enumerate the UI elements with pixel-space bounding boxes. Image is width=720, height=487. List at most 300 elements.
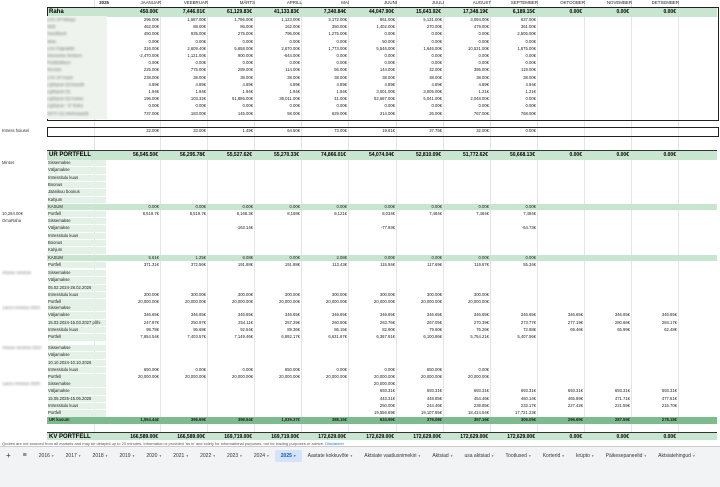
raha-cell[interactable]: 1,786.00€: [234, 17, 253, 22]
value-cell[interactable]: 0.00€: [336, 203, 347, 209]
value-cell[interactable]: 238.85€: [473, 402, 489, 408]
raha-cell[interactable]: 1,587.00€: [187, 17, 206, 22]
raha-cell[interactable]: 1.94€: [242, 89, 253, 94]
raha-account-row[interactable]: [0, 17, 720, 23]
raha-cell[interactable]: 900.00€: [237, 53, 253, 58]
value-cell[interactable]: 280.66€: [614, 319, 630, 325]
value-cell[interactable]: 247.87€: [143, 319, 159, 325]
raha-cell[interactable]: 0.00€: [336, 60, 347, 66]
raha-cell[interactable]: 1,121.00€: [187, 53, 206, 58]
ur-kasum-cell[interactable]: 367.16€: [473, 417, 489, 422]
raha-cell[interactable]: 2,505.00€: [517, 31, 536, 37]
value-cell[interactable]: 82.90€: [382, 326, 395, 332]
raha-cell[interactable]: 0.00€: [431, 53, 442, 58]
chevron-down-icon[interactable]: ▾: [562, 454, 564, 458]
value-cell[interactable]: 693.31€: [661, 388, 677, 394]
value-cell[interactable]: 346.65€: [614, 312, 630, 318]
ur-vals-cell-10[interactable]: 0.00€: [616, 152, 629, 158]
intress-cell[interactable]: 37.75€: [429, 128, 442, 133]
value-cell[interactable]: 0.00€: [478, 203, 489, 209]
value-cell[interactable]: 20,000.00€: [185, 299, 206, 305]
value-cell[interactable]: 72.88€: [523, 326, 536, 332]
raha-cell[interactable]: 26.00€: [429, 110, 442, 116]
value-cell[interactable]: 20,000.00€: [468, 299, 489, 305]
kv-vals-cell-5[interactable]: 172,629.00€: [366, 434, 394, 440]
raha-cell[interactable]: 4.89€: [431, 81, 442, 87]
raha-account-row[interactable]: [0, 67, 720, 73]
raha-cell[interactable]: 3,172.00€: [328, 17, 347, 22]
value-cell[interactable]: 20,000.00€: [374, 299, 395, 305]
value-cell[interactable]: 7,484€: [476, 211, 489, 217]
raha-cell[interactable]: 4.89€: [195, 81, 206, 87]
value-cell[interactable]: 346.65€: [331, 312, 347, 318]
value-cell[interactable]: 693.31€: [567, 388, 583, 394]
raha-cell[interactable]: 0.00€: [148, 60, 159, 66]
value-cell[interactable]: 300.00€: [331, 291, 347, 297]
ur-vals-cell-2[interactable]: 55,527.62€: [226, 152, 252, 158]
raha-cell[interactable]: 145.00€: [237, 110, 253, 116]
raha-cell[interactable]: 0.00€: [289, 60, 300, 66]
value-cell[interactable]: 221.59€: [614, 402, 630, 408]
chevron-down-icon[interactable]: ▾: [240, 454, 242, 458]
raha-cell[interactable]: 4.89€: [478, 81, 489, 87]
raha-vals-cell-7[interactable]: 17,348.19€: [462, 9, 488, 15]
value-cell[interactable]: 0.00€: [148, 203, 159, 209]
raha-cell[interactable]: 38.00€: [429, 74, 442, 80]
raha-cell[interactable]: 0.00€: [525, 38, 536, 44]
raha-cell[interactable]: 225.00€: [143, 67, 159, 73]
kv-portfell-header-row[interactable]: [47, 432, 717, 440]
value-cell[interactable]: 0.00€: [336, 366, 347, 372]
value-cell[interactable]: 89.36€: [287, 326, 300, 332]
block4-row[interactable]: [0, 327, 720, 333]
raha-cell[interactable]: 38.00€: [382, 74, 395, 80]
sheet-tab-2019[interactable]: [113, 450, 140, 462]
raha-cell[interactable]: 1,402.00€: [376, 24, 395, 30]
block4-row[interactable]: [0, 312, 720, 318]
raha-cell[interactable]: 0.00€: [478, 31, 489, 37]
value-cell[interactable]: 0.00€: [384, 203, 395, 209]
ur-vals-cell-7[interactable]: 51,772.62€: [462, 152, 488, 158]
raha-cell[interactable]: 935.00€: [190, 31, 206, 37]
raha-cell[interactable]: 5,131.00€: [423, 17, 442, 22]
value-cell[interactable]: 0.00€: [431, 254, 442, 260]
block-row[interactable]: [0, 160, 720, 166]
value-cell[interactable]: 346.65€: [661, 312, 677, 318]
kv-vals-cell-8[interactable]: 172,629.00€: [507, 434, 535, 440]
value-cell[interactable]: 6,892.17€: [281, 334, 300, 340]
intress-cell[interactable]: 33.00€: [193, 128, 206, 133]
raha-cell[interactable]: 0.00€: [195, 103, 206, 109]
chevron-down-icon[interactable]: ▾: [132, 454, 135, 458]
value-cell[interactable]: 86.15€: [334, 326, 347, 332]
value-cell[interactable]: 0.00€: [242, 203, 253, 209]
value-cell[interactable]: 8,519.7€: [142, 211, 159, 217]
block-row[interactable]: [0, 233, 720, 239]
raha-cell[interactable]: 0.00€: [336, 38, 347, 44]
value-cell[interactable]: 650.00€: [426, 366, 442, 372]
value-cell[interactable]: 20,000.00€: [232, 374, 253, 380]
raha-cell[interactable]: 38.00€: [523, 74, 536, 80]
raha-cell[interactable]: 196.00€: [143, 96, 159, 102]
sheet-tab-aastate-kokkuvõte[interactable]: [302, 450, 359, 462]
value-cell[interactable]: -77.93€: [380, 225, 395, 231]
value-cell[interactable]: 7,149.46€: [234, 334, 253, 340]
value-cell[interactable]: 0.00€: [289, 254, 300, 260]
value-cell[interactable]: 0.00€: [431, 203, 442, 209]
value-cell[interactable]: 300.00€: [379, 291, 395, 297]
value-cell[interactable]: 20,000.00€: [279, 299, 300, 305]
intress-row[interactable]: [0, 128, 720, 134]
raha-cell[interactable]: 0.00€: [384, 53, 395, 58]
raha-account-row[interactable]: [0, 75, 720, 81]
ur-vals-cell-8[interactable]: 50,668.13€: [509, 152, 535, 158]
raha-cell[interactable]: 52,687.00€: [374, 96, 395, 102]
raha-account-row[interactable]: [0, 82, 720, 88]
value-cell[interactable]: 6,100.86€: [423, 334, 442, 340]
block3-row[interactable]: [0, 292, 720, 298]
block-row[interactable]: [0, 189, 720, 195]
value-cell[interactable]: 69.46€: [570, 326, 583, 332]
raha-cell[interactable]: 238.00€: [143, 74, 159, 80]
value-cell[interactable]: 346.65€: [379, 312, 395, 318]
raha-cell[interactable]: 0.00€: [289, 38, 300, 44]
mintos-kasum-row[interactable]: [47, 204, 717, 210]
block-row[interactable]: [0, 218, 720, 224]
value-cell[interactable]: 62.48€: [664, 326, 677, 332]
value-cell[interactable]: 371.31€: [143, 261, 159, 267]
value-cell[interactable]: 346.65€: [237, 312, 253, 318]
sheet-tab-päikesepaneelid[interactable]: [600, 450, 652, 462]
ur-vals-cell-4[interactable]: 74,866.01€: [320, 152, 346, 158]
ur-vals-cell-1[interactable]: 56,295.78€: [179, 152, 205, 158]
value-cell[interactable]: 273.77€: [520, 319, 536, 325]
value-cell[interactable]: 244.46€: [426, 402, 442, 408]
raha-cell[interactable]: 0.00€: [384, 60, 395, 66]
raha-cell[interactable]: 0.00€: [148, 38, 159, 44]
raha-cell[interactable]: 1.94€: [195, 89, 206, 94]
intress-cell[interactable]: 32.00€: [476, 128, 489, 133]
ur-portfell-header-row[interactable]: [47, 150, 717, 160]
ur-kasum-cell[interactable]: 1,054.44€: [140, 417, 159, 422]
value-cell[interactable]: 267.05€: [426, 319, 442, 325]
raha-cell[interactable]: 861.00€: [379, 17, 395, 22]
value-cell[interactable]: 346.65€: [190, 312, 206, 318]
raha-cell[interactable]: 88.00€: [193, 24, 206, 30]
chevron-down-icon[interactable]: ▾: [105, 454, 108, 458]
raha-vals-cell-3[interactable]: 41,133.83€: [273, 9, 299, 15]
raha-vals-cell-5[interactable]: 44,047.90€: [368, 9, 394, 15]
raha-cell[interactable]: 32.00€: [429, 67, 442, 73]
intress-cell[interactable]: 1.49€: [242, 128, 253, 133]
value-cell[interactable]: 17,721.23€: [515, 410, 536, 416]
value-cell[interactable]: 20,000.00€: [421, 374, 442, 380]
value-cell[interactable]: 693.31€: [473, 388, 489, 394]
value-cell[interactable]: 1.25€: [195, 254, 206, 260]
value-cell[interactable]: 693.31€: [520, 388, 536, 394]
value-cell[interactable]: 8,519.7€: [189, 211, 206, 217]
block6-row[interactable]: [0, 381, 720, 387]
raha-cell[interactable]: 385.00€: [473, 67, 489, 73]
value-cell[interactable]: 0.00€: [525, 254, 536, 260]
raha-cell[interactable]: 4.94€: [525, 81, 536, 87]
value-cell[interactable]: 0.00€: [478, 254, 489, 260]
ur-kasum-cell[interactable]: 396.69€: [190, 417, 206, 422]
block-row[interactable]: [0, 345, 720, 351]
raha-cell[interactable]: 775.00€: [190, 67, 206, 73]
kv-vals-cell-11[interactable]: 0.00€: [663, 434, 676, 440]
raha-cell[interactable]: 637.00€: [520, 17, 536, 22]
raha-vals-cell-2[interactable]: 61,129.83€: [226, 9, 252, 15]
sheet-tab-2017[interactable]: [60, 450, 87, 462]
kv-vals-cell-4[interactable]: 172,629.00€: [318, 434, 346, 440]
value-cell[interactable]: 20,000.00€: [374, 381, 395, 386]
chevron-down-icon[interactable]: ▾: [186, 454, 189, 458]
raha-cell[interactable]: 38.00€: [193, 74, 206, 80]
value-cell[interactable]: 117.69€: [427, 261, 442, 267]
value-cell[interactable]: 0.00€: [195, 203, 206, 209]
raha-cell[interactable]: 0.00€: [478, 53, 489, 58]
intress-cell[interactable]: 73.00€: [334, 128, 347, 133]
sheet-tab-aktsiatehingud[interactable]: [652, 450, 701, 462]
value-cell[interactable]: 300.00€: [426, 291, 442, 297]
block6-row[interactable]: [0, 396, 720, 402]
ur-kasum-cell[interactable]: 1,039.37€: [281, 417, 300, 422]
chevron-down-icon[interactable]: ▾: [491, 454, 494, 458]
value-cell[interactable]: 98.78€: [146, 326, 159, 332]
raha-cell[interactable]: 296.00€: [143, 17, 159, 22]
raha-cell[interactable]: 361.00€: [520, 24, 536, 30]
raha-vals-cell-4[interactable]: 7,340.84€: [323, 9, 346, 15]
raha-vals-cell-0[interactable]: 450.00€: [139, 9, 158, 15]
value-cell[interactable]: 7,654.54€: [140, 334, 159, 340]
raha-cell[interactable]: 144.00€: [379, 67, 395, 73]
value-cell[interactable]: 650.00€: [284, 366, 300, 372]
value-cell[interactable]: 477.61€: [661, 395, 677, 401]
value-cell[interactable]: 7,484€: [429, 211, 442, 217]
kv-vals-cell-7[interactable]: 172,629.00€: [460, 434, 488, 440]
raha-cell[interactable]: 0.00€: [478, 60, 489, 66]
raha-cell[interactable]: 10,531.00€: [468, 45, 489, 51]
raha-cell[interactable]: 1,123.00€: [281, 17, 300, 22]
raha-cell[interactable]: 275.00€: [237, 31, 253, 37]
raha-cell[interactable]: 38.00€: [287, 74, 300, 80]
chevron-down-icon[interactable]: ▾: [528, 454, 531, 458]
value-cell[interactable]: 20,000.00€: [279, 374, 300, 380]
ur-kasum-cell[interactable]: 278.18€: [661, 417, 677, 422]
value-cell[interactable]: 20,000.00€: [138, 374, 159, 380]
value-cell[interactable]: 250.97€: [190, 319, 206, 325]
raha-account-row[interactable]: [0, 111, 720, 117]
value-cell[interactable]: 260.50€: [331, 319, 347, 325]
sheet-tab-aktsiad[interactable]: [426, 450, 458, 462]
add-sheet-icon[interactable]: +: [6, 451, 11, 460]
chevron-down-icon[interactable]: ▾: [293, 454, 296, 458]
chevron-down-icon[interactable]: ▾: [213, 454, 215, 458]
block3-row[interactable]: [0, 270, 720, 276]
raha-cell[interactable]: 1,675.00€: [517, 45, 536, 51]
intress-cell[interactable]: 19.61€: [382, 128, 395, 133]
chevron-down-icon[interactable]: ▾: [591, 454, 594, 458]
value-cell[interactable]: 257.29€: [284, 319, 300, 325]
sheet-tab-2024[interactable]: [248, 450, 275, 462]
value-cell[interactable]: 20,000.00€: [468, 374, 489, 380]
value-cell[interactable]: 300.00€: [473, 291, 489, 297]
value-cell[interactable]: 0.00€: [478, 366, 489, 372]
raha-cell[interactable]: 38.00€: [476, 74, 489, 80]
value-cell[interactable]: 19,556.69€: [374, 410, 395, 416]
raha-cell[interactable]: 0.00€: [478, 38, 489, 44]
value-cell[interactable]: 20,000.00€: [421, 299, 442, 305]
sheet-tab-tootlused[interactable]: [500, 450, 537, 462]
ur-kasum-cell[interactable]: 306.05€: [520, 417, 536, 422]
sheet-tab-korterid[interactable]: [537, 450, 570, 462]
omaraha-portfell-row[interactable]: [0, 262, 720, 268]
chevron-down-icon[interactable]: ▾: [51, 454, 54, 458]
ur-vals-cell-11[interactable]: 0.00€: [663, 152, 676, 158]
value-cell[interactable]: 650.00€: [143, 366, 159, 372]
raha-cell[interactable]: 5,041.00€: [423, 96, 442, 102]
raha-vals-cell-11[interactable]: 0.00€: [663, 9, 676, 15]
value-cell[interactable]: 76.26€: [476, 326, 489, 332]
raha-cell[interactable]: 270.00€: [426, 24, 442, 30]
value-cell[interactable]: 55.34€: [523, 261, 536, 267]
sheet-tab-2018[interactable]: [87, 450, 114, 462]
block3-row[interactable]: [0, 285, 720, 291]
kv-vals-cell-6[interactable]: 172,629.00€: [413, 434, 441, 440]
kv-vals-cell-10[interactable]: 0.00€: [616, 434, 629, 440]
chevron-down-icon[interactable]: ▾: [78, 454, 81, 458]
chevron-down-icon[interactable]: ▾: [450, 454, 453, 458]
raha-account-row[interactable]: [0, 60, 720, 66]
value-cell[interactable]: 191.88€: [284, 261, 300, 267]
ur-vals-cell-0[interactable]: 56,545.50€: [132, 152, 158, 158]
value-cell[interactable]: 465.89€: [567, 395, 583, 401]
raha-cell[interactable]: 162.00€: [284, 24, 300, 30]
block-row[interactable]: [0, 197, 720, 203]
ur-vals-cell-5[interactable]: 54,074.04€: [368, 152, 394, 158]
raha-cell[interactable]: 629.00€: [331, 110, 347, 116]
raha-cell[interactable]: 462.00€: [143, 24, 159, 30]
value-cell[interactable]: 19,107.85€: [421, 410, 442, 416]
raha-cell[interactable]: 1,773.00€: [328, 45, 347, 51]
raha-cell[interactable]: 795.00€: [284, 31, 300, 37]
value-cell[interactable]: 471.71€: [614, 395, 630, 401]
block3-row[interactable]: [0, 277, 720, 283]
all-sheets-icon[interactable]: ≡: [22, 452, 27, 459]
raha-cell[interactable]: 58.00€: [287, 110, 300, 116]
raha-cell[interactable]: 38.00€: [334, 74, 347, 80]
value-cell[interactable]: 20,000.00€: [374, 374, 395, 380]
raha-cell[interactable]: 316.00€: [143, 45, 159, 51]
raha-cell[interactable]: 86.00€: [240, 24, 253, 30]
raha-cell[interactable]: 1.94€: [148, 89, 159, 94]
block5-portfell-row[interactable]: [0, 374, 720, 380]
value-cell[interactable]: 20,000.00€: [326, 374, 347, 380]
raha-cell[interactable]: 114.00€: [285, 67, 300, 73]
raha-cell[interactable]: 4.89€: [336, 81, 347, 87]
raha-cell[interactable]: 38.00€: [240, 74, 253, 80]
raha-cell[interactable]: 768.00€: [520, 110, 536, 116]
value-cell[interactable]: 300.00€: [237, 291, 253, 297]
raha-cell[interactable]: 0.00€: [431, 31, 442, 37]
value-cell[interactable]: 250.00€: [379, 402, 395, 408]
value-cell[interactable]: 300.00€: [190, 291, 206, 297]
raha-vals-cell-1[interactable]: 7,446.01€: [182, 9, 205, 15]
raha-cell[interactable]: 0.00€: [195, 38, 206, 44]
block6-row[interactable]: [0, 403, 720, 409]
raha-cell[interactable]: 2,609.40€: [187, 45, 206, 51]
sheet-tab-2016[interactable]: [33, 450, 60, 462]
ur-vals-cell-3[interactable]: 55,270.33€: [273, 152, 299, 158]
raha-account-row[interactable]: [0, 46, 720, 52]
raha-cell[interactable]: 314.00€: [379, 110, 395, 116]
chevron-down-icon[interactable]: ▾: [644, 454, 647, 458]
chevron-down-icon[interactable]: ▾: [159, 454, 162, 458]
sheet-tab-aktsiate-vaatlusnimekiri[interactable]: [358, 450, 426, 462]
raha-account-row[interactable]: [0, 89, 720, 95]
value-cell[interactable]: 233.17€: [520, 402, 536, 408]
value-cell[interactable]: 8,034€: [382, 211, 395, 217]
raha-cell[interactable]: -2,470.00€: [138, 53, 159, 58]
raha-account-row[interactable]: [0, 53, 720, 59]
value-cell[interactable]: 0.00€: [384, 366, 395, 372]
raha-vals-cell-10[interactable]: 0.00€: [616, 9, 629, 15]
value-cell[interactable]: 191.88€: [237, 261, 253, 267]
raha-cell[interactable]: 0.00€: [336, 103, 347, 109]
raha-cell[interactable]: 5,658.00€: [234, 45, 253, 51]
raha-cell[interactable]: 1.21€: [478, 89, 489, 94]
block-row[interactable]: [0, 352, 720, 358]
raha-cell[interactable]: 0.00€: [478, 103, 489, 109]
sheet-tab-usa-aktsiad[interactable]: [458, 450, 499, 462]
raha-cell[interactable]: 5,546.00€: [376, 45, 395, 51]
ur-kasum-cell[interactable]: 296.69€: [567, 417, 583, 422]
raha-cell[interactable]: 1,646.00€: [423, 45, 442, 51]
value-cell[interactable]: 0.00€: [242, 366, 253, 372]
value-cell[interactable]: 2.08€: [336, 254, 347, 260]
intress-cell[interactable]: 22.00€: [146, 128, 159, 133]
value-cell[interactable]: 0.00€: [384, 254, 395, 260]
raha-cell[interactable]: 767.00€: [473, 110, 489, 116]
sheet-tab-2023[interactable]: [221, 450, 248, 462]
raha-vals-cell-9[interactable]: 0.00€: [569, 9, 582, 15]
raha-cell[interactable]: 737.00€: [143, 110, 159, 116]
ur-kasum-cell[interactable]: 388.15€: [331, 417, 347, 422]
value-cell[interactable]: 448.85€: [426, 395, 442, 401]
raha-cell[interactable]: 51,886.00€: [232, 96, 253, 102]
raha-cell[interactable]: 0.00€: [148, 103, 159, 109]
value-cell[interactable]: -163.14€: [236, 225, 253, 231]
value-cell[interactable]: 8,121€: [334, 211, 347, 217]
raha-cell[interactable]: 56.00€: [334, 67, 347, 73]
sheet-tab-krüpto[interactable]: [570, 450, 600, 462]
value-cell[interactable]: 95.68€: [193, 326, 206, 332]
raha-cell[interactable]: 4.89€: [148, 81, 159, 87]
value-cell[interactable]: 300.00€: [143, 291, 159, 297]
value-cell[interactable]: 346.65€: [520, 312, 536, 318]
value-cell[interactable]: 300.00€: [284, 291, 300, 297]
block5-date-row[interactable]: [0, 360, 720, 366]
raha-cell[interactable]: 3,094.00€: [470, 17, 489, 22]
kv-vals-cell-0[interactable]: 166,589.00€: [130, 434, 158, 440]
raha-cell[interactable]: 50.00€: [382, 38, 395, 44]
raha-cell[interactable]: 0.00€: [242, 38, 253, 44]
value-cell[interactable]: 20,000.00€: [185, 374, 206, 380]
value-cell[interactable]: 693.31€: [426, 388, 442, 394]
sheet-tab-2022[interactable]: [194, 450, 221, 462]
raha-cell[interactable]: 0.00€: [242, 60, 253, 66]
